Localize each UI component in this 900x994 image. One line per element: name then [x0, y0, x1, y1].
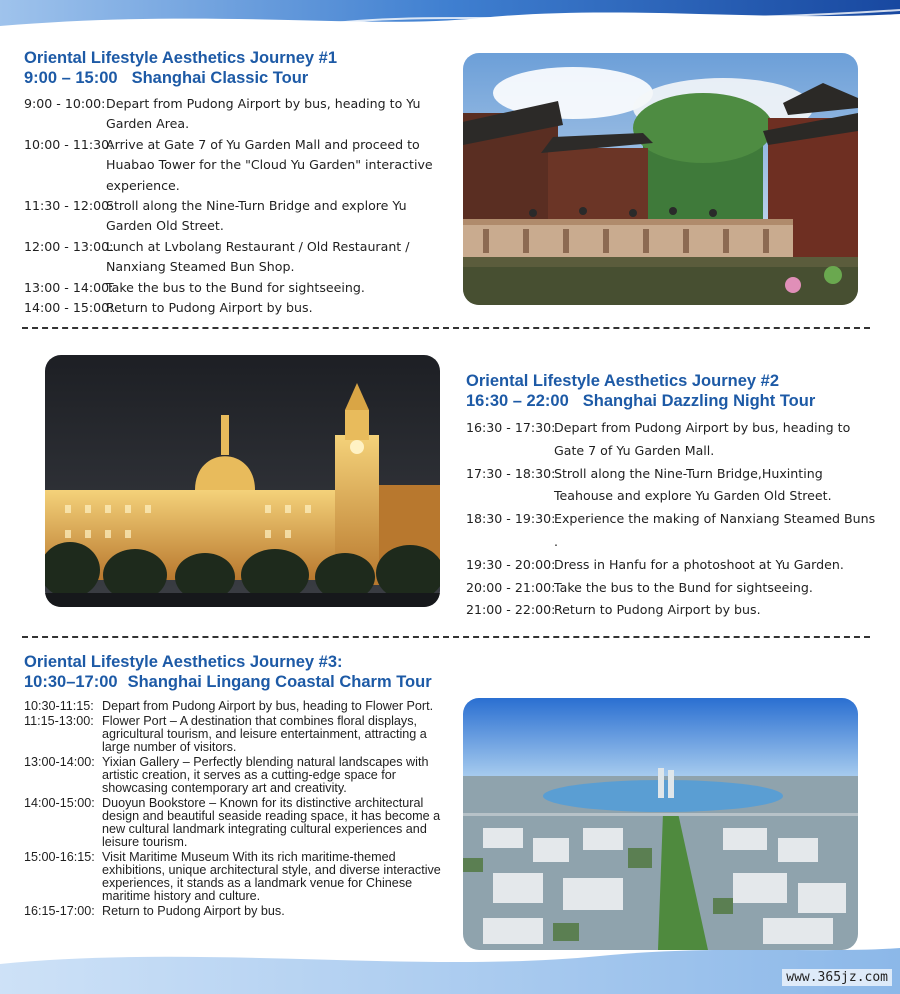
schedule-desc: Lunch at Lvbolang Restaurant / Old Restaurant / Nanxiang Steamed Bun Shop. — [106, 238, 410, 275]
schedule-time: 10:30-11:15: — [24, 699, 94, 713]
schedule-time: 17:30 - 18:30: — [466, 465, 556, 481]
schedule-desc: Return to Pudong Airport by bus. — [106, 300, 313, 316]
schedule-desc: Take the bus to the Bund for sightseeing. — [106, 279, 365, 295]
journey-3-title: Oriental Lifestyle Aesthetics Journey #3: — [24, 653, 343, 671]
schedule-time: 21:00 - 22:00: — [466, 602, 556, 618]
journey-1-subtitle — [24, 68, 442, 88]
schedule-time: 14:00-15:00: — [24, 796, 95, 810]
journey-2-schedule — [466, 417, 876, 622]
schedule-row — [466, 417, 876, 463]
schedule-time: 16:30 - 17:30: — [466, 420, 556, 435]
schedule-time: 10:00 - 11:30: — [24, 136, 114, 152]
schedule-desc: Return to Pudong Airport by bus. — [554, 602, 761, 618]
schedule-row — [466, 554, 876, 577]
schedule-row — [24, 797, 442, 849]
journey-1-title: Oriental Lifestyle Aesthetics Journey #1 — [24, 49, 338, 67]
schedule-row — [24, 756, 442, 795]
lingang-aerial-photo — [463, 698, 858, 950]
schedule-time: 19:30 - 20:00: — [466, 556, 556, 572]
schedule-desc: Experience the making of Nanxiang Steamed Buns . — [554, 511, 876, 549]
schedule-time: 9:00 - 10:00: — [24, 96, 106, 111]
schedule-row — [466, 577, 876, 600]
journey-2-tour-name: Shanghai Dazzling Night Tour — [582, 392, 816, 410]
schedule-desc: Take the bus to the Bund for sightseeing. — [554, 579, 813, 595]
schedule-desc: Flower Port – A destination that combines floral displays, agricultural tourism, and leisure entertainment, attracting a large number of visitors. — [102, 714, 427, 754]
schedule-row — [24, 700, 442, 713]
schedule-time: 16:15-17:00: — [24, 904, 95, 918]
schedule-time: 18:30 - 19:30: — [466, 511, 556, 527]
schedule-desc: Arrive at Gate 7 of Yu Garden Mall and proceed to Huabao Tower for the "Cloud Yu Garden" interactive experience. — [106, 136, 433, 193]
journey-3-tour-name: Shanghai Lingang Coastal Charm Tour — [127, 673, 432, 691]
schedule-row — [24, 237, 442, 278]
schedule-time: 11:15-13:00: — [24, 714, 94, 728]
schedule-row — [24, 135, 442, 196]
schedule-row — [24, 278, 442, 298]
schedule-time: 12:00 - 13:00: — [24, 238, 114, 254]
yu-garden-photo — [463, 53, 858, 305]
section-divider — [22, 327, 870, 329]
schedule-row — [466, 508, 876, 554]
schedule-desc: Stroll along the Nine-Turn Bridge and explore Yu Garden Old Street. — [106, 198, 407, 234]
journey-1-time-range: 9:00 – 15:00 — [24, 69, 118, 87]
journey-2-time-range: 16:30 – 22:00 — [466, 392, 569, 410]
schedule-desc: Dress in Hanfu for a photoshoot at Yu Garden. — [554, 556, 844, 572]
schedule-row — [24, 298, 442, 318]
watermark: www.365jz.com — [782, 969, 892, 986]
journey-2-section — [466, 371, 876, 622]
section-divider — [22, 636, 870, 638]
journey-1-schedule — [24, 94, 442, 318]
schedule-row — [24, 905, 442, 918]
schedule-time: 13:00-14:00: — [24, 755, 95, 769]
schedule-row — [24, 851, 442, 903]
schedule-time: 13:00 - 14:00: — [24, 279, 114, 295]
schedule-row — [24, 715, 442, 754]
journey-3-subtitle — [24, 672, 442, 692]
journey-3-section — [24, 652, 442, 920]
journey-3-schedule — [24, 700, 442, 918]
schedule-row — [466, 599, 876, 622]
schedule-desc: Visit Maritime Museum With its rich maritime-themed exhibitions, unique architectural style, and diverse interactive experiences, it stands as a landmark venue for Chinese maritime history and culture. — [102, 850, 441, 903]
bund-night-photo — [45, 355, 440, 607]
schedule-desc: Depart from Pudong Airport by bus, heading to Gate 7 of Yu Garden Mall. — [554, 420, 851, 458]
schedule-desc: Duoyun Bookstore – Known for its distinctive architectural design and beautiful seaside reading space, it has become a new cultural landmark integrating cultural experiences and leisure tourism. — [102, 796, 441, 849]
header-wave-band — [0, 0, 900, 40]
schedule-desc: Depart from Pudong Airport by bus, heading to Yu Garden Area. — [106, 96, 421, 132]
journey-2-subtitle — [466, 391, 876, 411]
schedule-row — [466, 463, 876, 509]
journey-1-tour-name: Shanghai Classic Tour — [131, 69, 309, 87]
schedule-desc: Return to Pudong Airport by bus. — [102, 904, 285, 918]
schedule-time: 20:00 - 21:00: — [466, 579, 556, 595]
schedule-row — [24, 196, 442, 237]
schedule-desc: Depart from Pudong Airport by bus, heading to Flower Port. — [102, 699, 434, 713]
schedule-row — [24, 94, 442, 135]
journey-1-section — [24, 48, 442, 318]
schedule-desc: Stroll along the Nine-Turn Bridge,Huxinting Teahouse and explore Yu Garden Old Street. — [554, 465, 832, 504]
schedule-time: 11:30 - 12:00: — [24, 198, 114, 214]
schedule-time: 14:00 - 15:00: — [24, 300, 114, 316]
journey-3-time-range: 10:30–17:00 — [24, 673, 118, 691]
journey-2-title: Oriental Lifestyle Aesthetics Journey #2 — [466, 372, 780, 390]
schedule-desc: Yixian Gallery – Perfectly blending natural landscapes with artistic creation, it serves as a cutting-edge space for showcasing contemporary art and creativity. — [102, 755, 429, 795]
schedule-time: 15:00-16:15: — [24, 850, 95, 864]
